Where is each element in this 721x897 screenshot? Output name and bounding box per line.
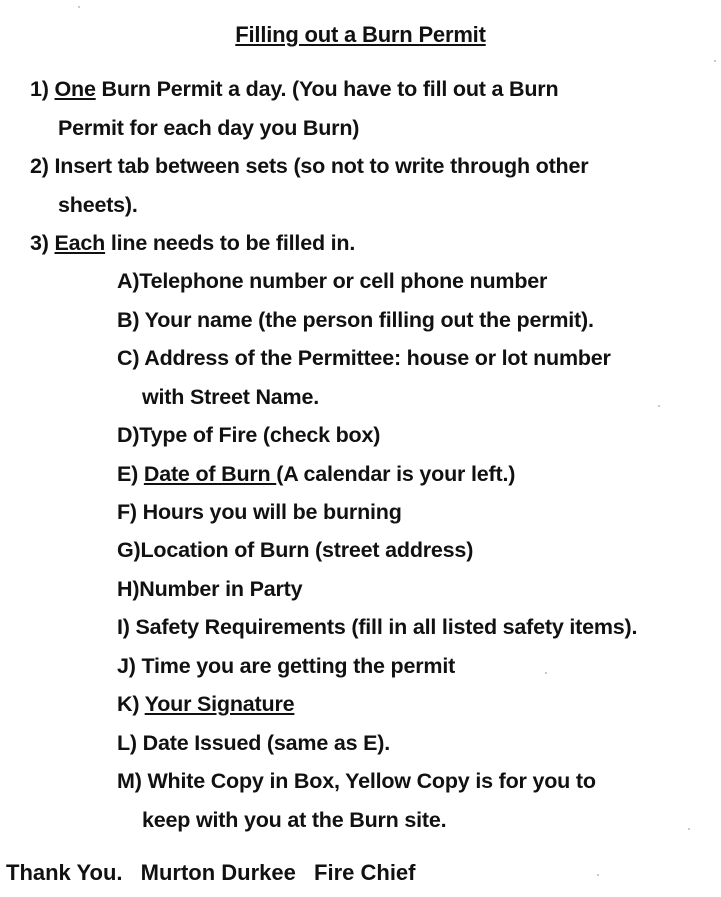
item-1-number: 1) bbox=[30, 77, 49, 101]
sub-item-j: J) Time you are getting the permit bbox=[117, 654, 456, 678]
item-3-emphasis: Each bbox=[54, 231, 106, 255]
sub-item-d: D)Type of Fire (check box) bbox=[117, 423, 381, 447]
sub-item-i: I) Safety Requirements (fill in all listed safety items). bbox=[117, 615, 638, 639]
sub-item-e-text: (A calendar is your left.) bbox=[276, 462, 516, 486]
footer-chief-title: Fire Chief bbox=[314, 860, 416, 885]
scan-speck bbox=[545, 672, 547, 674]
item-3-number: 3) bbox=[30, 231, 49, 255]
item-2-continuation: sheets). bbox=[58, 193, 138, 217]
sub-item-a: A)Telephone number or cell phone number bbox=[117, 269, 548, 293]
footer-thanks: Thank You. bbox=[6, 860, 123, 885]
list-item-2 bbox=[30, 154, 588, 179]
sub-item-e-emphasis: Date of Burn bbox=[143, 462, 277, 486]
sub-item-c: C) Address of the Permittee: house or lot number bbox=[117, 346, 611, 370]
scan-speck bbox=[658, 405, 660, 407]
item-2-text: Insert tab between sets (so not to write through other bbox=[54, 154, 589, 178]
footer-chief-name: Murton Durkee bbox=[140, 860, 296, 885]
signature-footer bbox=[6, 860, 416, 886]
item-2-number: 2) bbox=[30, 154, 49, 178]
sub-item-e-prefix: E) bbox=[117, 462, 144, 486]
sub-item-f: F) Hours you will be burning bbox=[117, 500, 402, 524]
page-title: Filling out a Burn Permit bbox=[235, 22, 486, 47]
sub-item-l: L) Date Issued (same as E). bbox=[117, 731, 391, 755]
sub-item-c-continuation: with Street Name. bbox=[142, 385, 320, 409]
item-3-text: line needs to be filled in. bbox=[105, 231, 356, 255]
list-item-1 bbox=[30, 77, 558, 102]
sub-item-k-prefix: K) bbox=[117, 692, 145, 716]
scan-speck bbox=[688, 828, 690, 830]
sub-item-b: B) Your name (the person filling out the permit). bbox=[117, 308, 594, 332]
item-1-continuation: Permit for each day you Burn) bbox=[58, 116, 360, 140]
scan-speck bbox=[714, 60, 716, 62]
item-1-emphasis: One bbox=[54, 77, 96, 101]
sub-item-m-continuation: keep with you at the Burn site. bbox=[142, 808, 447, 832]
sub-item-k-emphasis: Your Signature bbox=[144, 692, 295, 716]
sub-item-g: G)Location of Burn (street address) bbox=[117, 538, 474, 562]
sub-item-e bbox=[117, 462, 515, 487]
sub-item-h: H)Number in Party bbox=[117, 577, 303, 601]
sub-item-k bbox=[117, 692, 294, 717]
item-1-text: Burn Permit a day. (You have to fill out a Burn bbox=[95, 77, 559, 101]
scan-speck bbox=[597, 874, 599, 876]
sub-item-m: M) White Copy in Box, Yellow Copy is for you to bbox=[117, 769, 596, 793]
scan-speck bbox=[78, 6, 80, 8]
list-item-3 bbox=[30, 231, 355, 256]
